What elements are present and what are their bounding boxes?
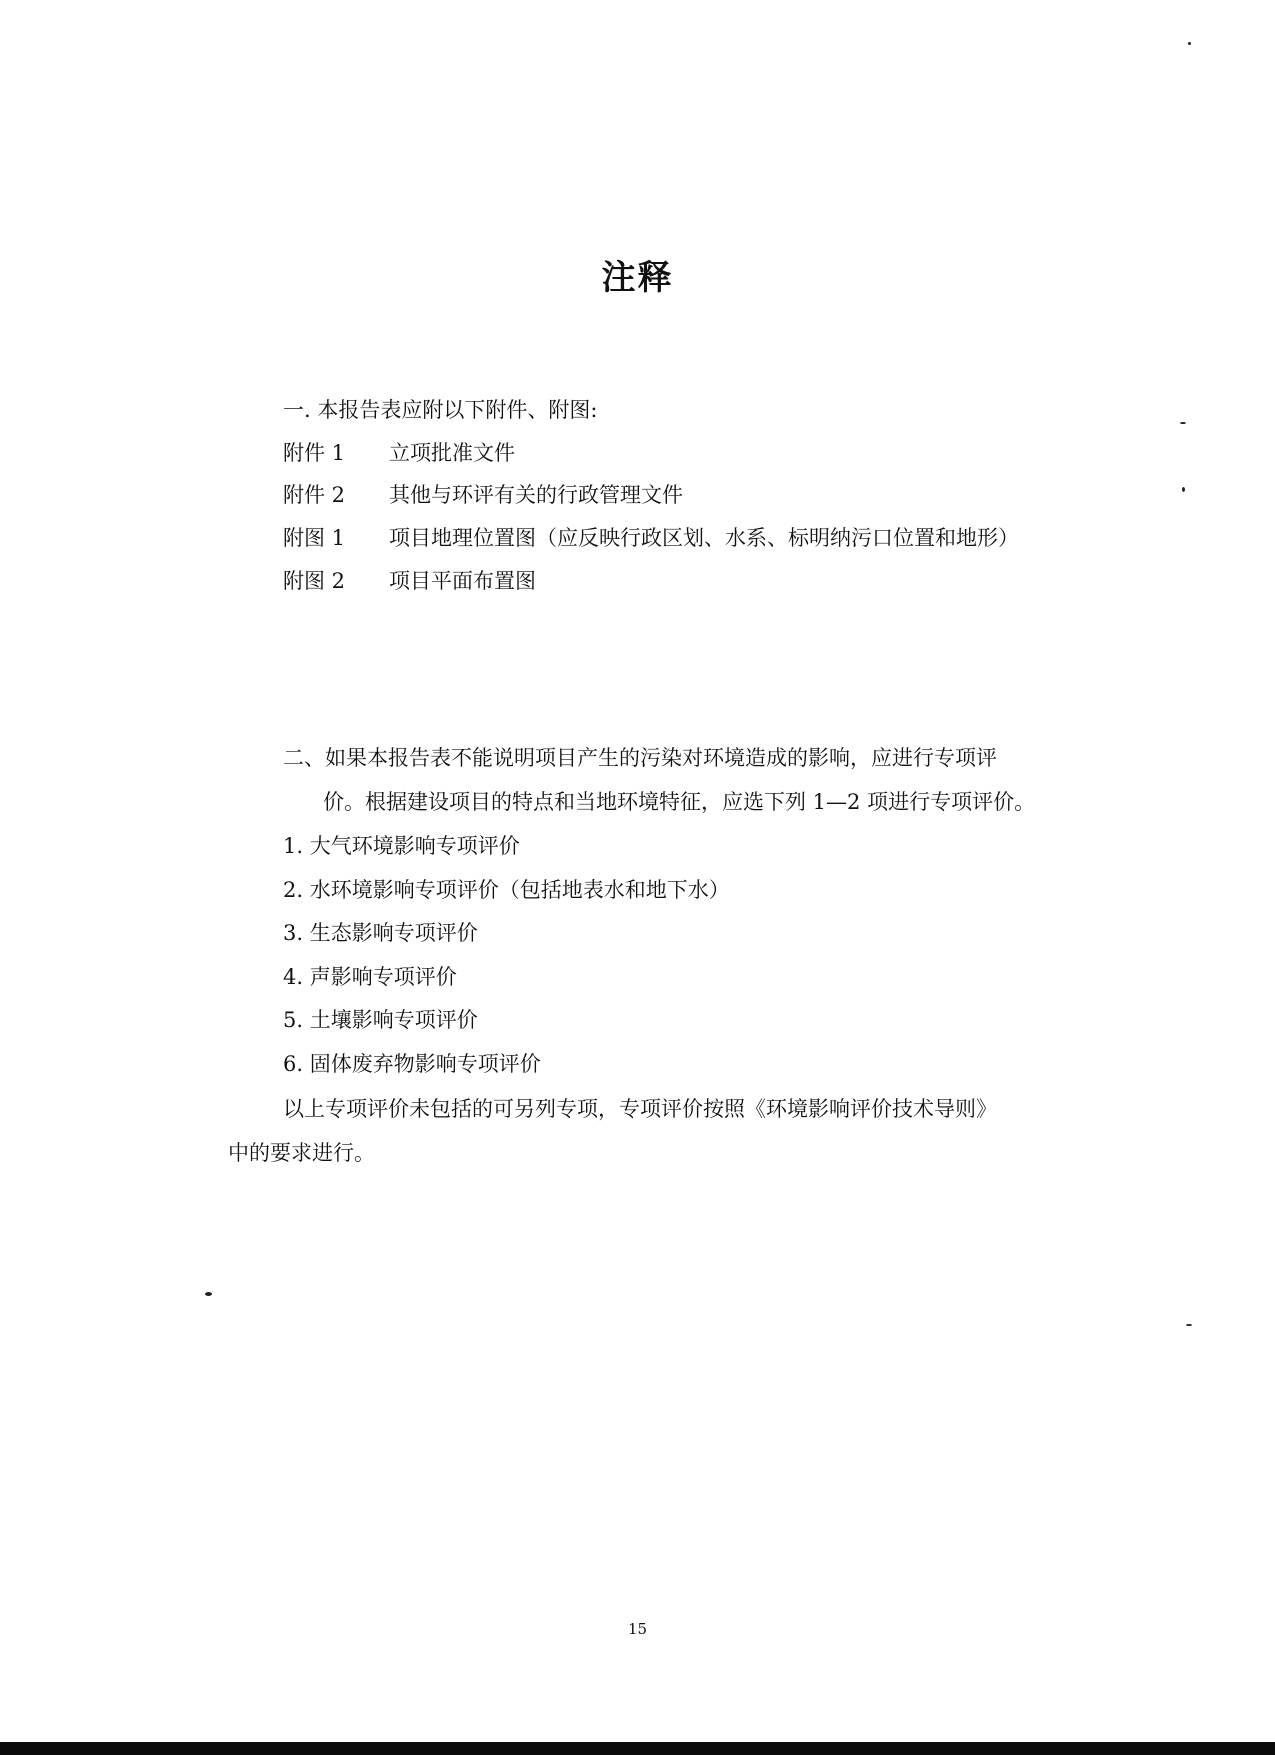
list-item: 4. 声影响专项评价 [283, 965, 457, 989]
attachment-label: 附件 1 [283, 441, 346, 465]
attachment-text: 项目地理位置图（应反映行政区划、水系、标明纳污口位置和地形） [389, 526, 1019, 550]
page-number: 15 [627, 1620, 648, 1638]
closing-line2: 中的要求进行。 [228, 1141, 375, 1165]
list-item: 2. 水环境影响专项评价（包括地表水和地下水） [283, 878, 730, 902]
scan-speck [1182, 487, 1185, 492]
list-item: 5. 土壤影响专项评价 [283, 1008, 478, 1032]
scan-bottom-edge [0, 1742, 1275, 1755]
page-title: 注释 [601, 258, 674, 298]
list-item: 3. 生态影响专项评价 [283, 921, 478, 945]
section2-heading-line1: 二、如果本报告表不能说明项目产生的污染对环境造成的影响，应进行专项评 [283, 746, 997, 770]
attachment-text: 项目平面布置图 [389, 569, 536, 593]
section1-heading: 一. 本报告表应附以下附件、附图: [283, 398, 598, 422]
list-item: 6. 固体废弃物影响专项评价 [283, 1052, 541, 1076]
list-item: 1. 大气环境影响专项评价 [283, 834, 520, 858]
attachment-row [283, 439, 515, 467]
attachment-label: 附件 2 [283, 483, 346, 507]
attachment-row [283, 481, 683, 509]
scan-speck [1180, 422, 1186, 424]
attachment-label: 附图 1 [283, 526, 346, 550]
attachment-text: 立项批准文件 [389, 441, 515, 465]
scan-speck [1186, 1324, 1192, 1326]
scan-speck [1188, 42, 1191, 45]
attachment-row [283, 524, 1019, 552]
attachment-row [283, 567, 536, 595]
attachment-text: 其他与环评有关的行政管理文件 [389, 483, 683, 507]
attachment-label: 附图 2 [283, 569, 346, 593]
scan-speck [205, 1292, 212, 1296]
closing-line1: 以上专项评价未包括的可另列专项，专项评价按照《环境影响评价技术导则》 [283, 1097, 997, 1121]
section2-heading-line2: 价。根据建设项目的特点和当地环境特征，应选下列 1—2 项进行专项评价。 [323, 790, 1036, 814]
